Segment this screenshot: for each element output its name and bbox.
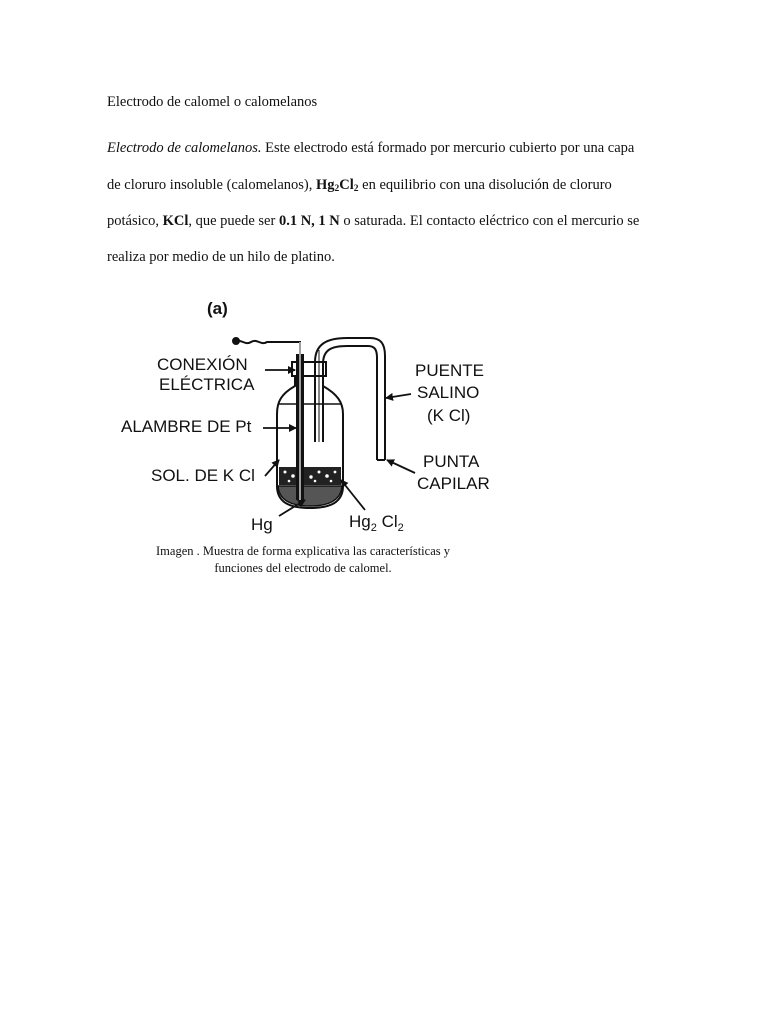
line-text: en equilibrio con una disolución de cloruro — [358, 177, 612, 193]
formula-hg2cl2 — [316, 177, 359, 193]
salt-bridge — [315, 338, 385, 460]
paragraph-line-1 — [107, 138, 634, 158]
formula-subscript: 2 — [334, 184, 340, 194]
concentration-values: 0.1 N, 1 N — [278, 213, 340, 229]
line-text: o saturada. El contacto eléctrico con el mercurio se — [339, 213, 640, 229]
caption-line-2: funciones del electrodo de calomel. — [214, 561, 392, 575]
line-text: de cloruro insoluble (calomelanos), — [107, 177, 316, 193]
label-puente-3: (K Cl) — [427, 406, 471, 425]
formula-subscript: 2 — [353, 184, 359, 194]
platinum-wire-tube — [296, 342, 304, 500]
label-hg2cl2: $Hg_2$ $Cl_2$ — [349, 512, 404, 534]
label-hg: Hg — [251, 515, 273, 534]
term-italic: Electrodo de calomelanos. — [107, 140, 262, 156]
label-conexion-1: CONEXIÓN — [157, 355, 248, 374]
formula-kcl: KCl — [162, 213, 189, 229]
document-heading: Electrodo de calomel o calomelanos — [107, 94, 318, 110]
calomel-paste-layer — [279, 467, 341, 485]
arrow-hg2cl2 — [341, 480, 365, 510]
formula-part: Hg — [315, 177, 335, 193]
calomel-electrode-diagram — [115, 290, 505, 535]
line-text: Este electrodo está formado por mercurio cubierto por una capa — [261, 140, 635, 156]
label-puente-1: PUENTE — [415, 361, 484, 380]
label-puente-2: SALINO — [417, 383, 480, 402]
label-sol-kcl: SOL. DE K Cl — [151, 466, 255, 485]
panel-label: (a) — [207, 299, 228, 318]
arrow-puente — [386, 394, 411, 398]
line-text: potásico, — [107, 213, 163, 229]
label-punta-2: CAPILAR — [417, 474, 490, 493]
paragraph-line-4: realiza por medio de un hilo de platino. — [107, 249, 335, 265]
calomel-electrode-figure — [115, 290, 505, 535]
formula-part: Cl — [339, 177, 354, 193]
paragraph-line-2 — [107, 175, 612, 195]
caption-line-1: Imagen . Muestra de forma explicativa las características y — [156, 544, 450, 558]
label-punta-1: PUNTA — [423, 452, 480, 471]
figure-caption — [120, 543, 486, 577]
label-conexion-2: ELÉCTRICA — [159, 375, 255, 394]
arrow-punta — [387, 460, 415, 473]
paragraph-line-3 — [107, 211, 639, 231]
line-text: , que puede ser — [188, 213, 279, 229]
label-alambre-pt: ALAMBRE DE Pt — [121, 417, 252, 436]
